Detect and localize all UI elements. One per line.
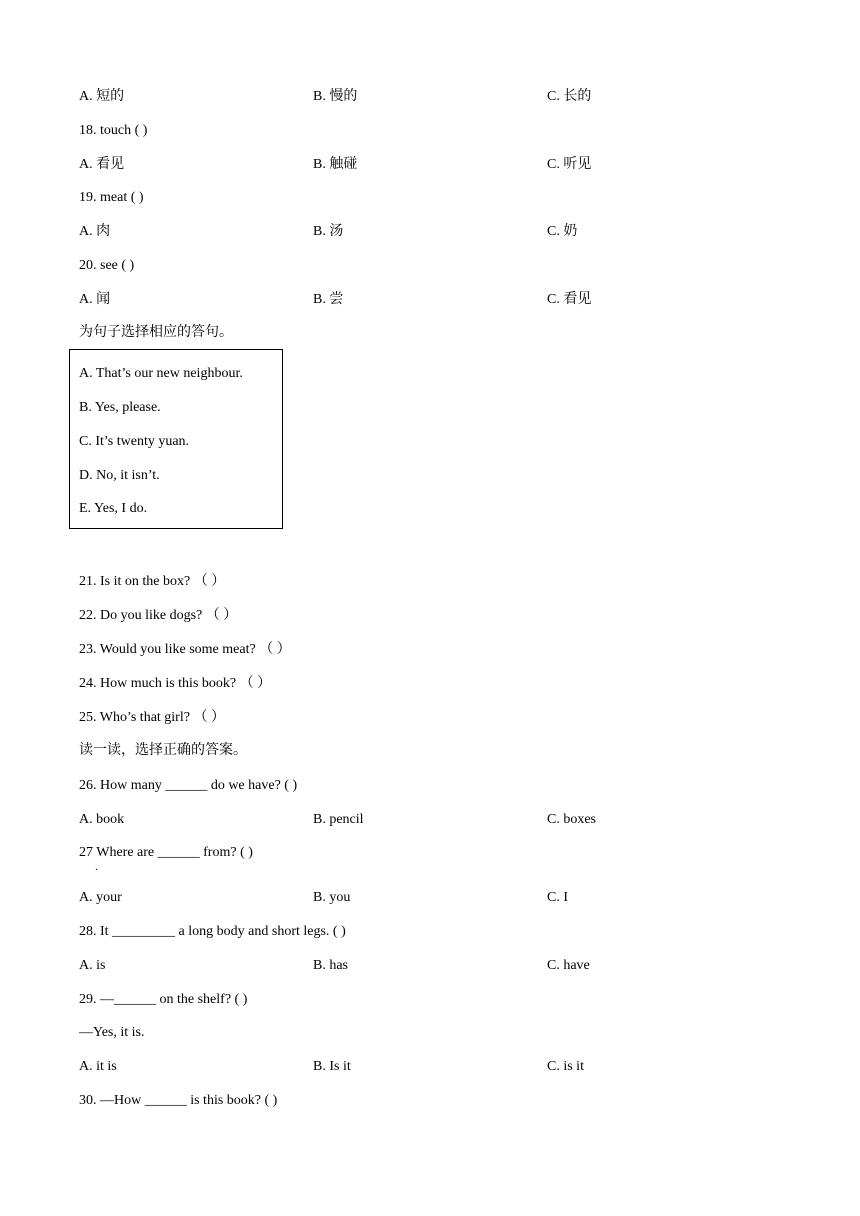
q19-option-b: B. 汤 — [313, 224, 344, 239]
q26-option-b: B. pencil — [313, 812, 364, 827]
q27-option-a: A. your — [79, 890, 122, 905]
q17-option-a: A. 短的 — [79, 89, 125, 104]
q28-option-c: C. have — [547, 958, 590, 973]
q22-stem: 22. Do you like dogs? （ ） — [79, 608, 238, 623]
q17-option-c: C. 长的 — [547, 89, 592, 104]
q18-option-b: B. 触碰 — [313, 157, 358, 172]
q18-option-c: C. 听见 — [547, 157, 592, 172]
q21-stem: 21. Is it on the box? （ ） — [79, 574, 226, 589]
q30-stem: 30. —How ______ is this book? ( ) — [79, 1093, 278, 1108]
q19-option-c: C. 奶 — [547, 224, 578, 239]
q25-stem: 25. Who’s that girl? （ ） — [79, 710, 225, 725]
q24-stem: 24. How much is this book? （ ） — [79, 676, 272, 691]
q20-stem: 20. see ( ) — [79, 258, 135, 273]
q27-dot: . — [95, 859, 98, 873]
q28-option-a: A. is — [79, 958, 106, 973]
q19-option-a: A. 肉 — [79, 224, 111, 239]
q17-option-b: B. 慢的 — [313, 89, 358, 104]
q20-option-b: B. 尝 — [313, 292, 344, 307]
answer-choice-a: A. That’s our new neighbour. — [79, 366, 243, 381]
q27-option-c: C. I — [547, 890, 568, 905]
q29-option-a: A. it is — [79, 1059, 117, 1074]
answer-box — [69, 349, 283, 529]
q29-stem: 29. —______ on the shelf? ( ) — [79, 992, 248, 1007]
q28-option-b: B. has — [313, 958, 348, 973]
q29-option-c: C. is it — [547, 1059, 584, 1074]
q26-option-c: C. boxes — [547, 812, 596, 827]
q26-option-a: A. book — [79, 812, 125, 827]
answer-choice-e: E. Yes, I do. — [79, 501, 148, 516]
q29-reply: —Yes, it is. — [79, 1025, 145, 1040]
q23-stem: 23. Would you like some meat? （ ） — [79, 642, 291, 657]
q29-option-b: B. Is it — [313, 1059, 351, 1074]
q27-stem: 27 Where are ______ from? ( ) — [79, 845, 253, 860]
section3-title: 读一读，选择正确的答案。 — [79, 743, 247, 758]
q20-option-c: C. 看见 — [547, 292, 592, 307]
q27-option-b: B. you — [313, 890, 351, 905]
q26-stem: 26. How many ______ do we have? ( ) — [79, 778, 298, 793]
answer-choice-d: D. No, it isn’t. — [79, 468, 160, 483]
q18-option-a: A. 看见 — [79, 157, 125, 172]
q20-option-a: A. 闻 — [79, 292, 111, 307]
answer-choice-c: C. It’s twenty yuan. — [79, 434, 190, 449]
q28-stem: 28. It _________ a long body and short legs. ( ) — [79, 924, 346, 939]
q18-stem: 18. touch ( ) — [79, 123, 148, 138]
section2-title: 为句子选择相应的答句。 — [79, 325, 233, 340]
q19-stem: 19. meat ( ) — [79, 190, 144, 205]
answer-choice-b: B. Yes, please. — [79, 400, 161, 415]
